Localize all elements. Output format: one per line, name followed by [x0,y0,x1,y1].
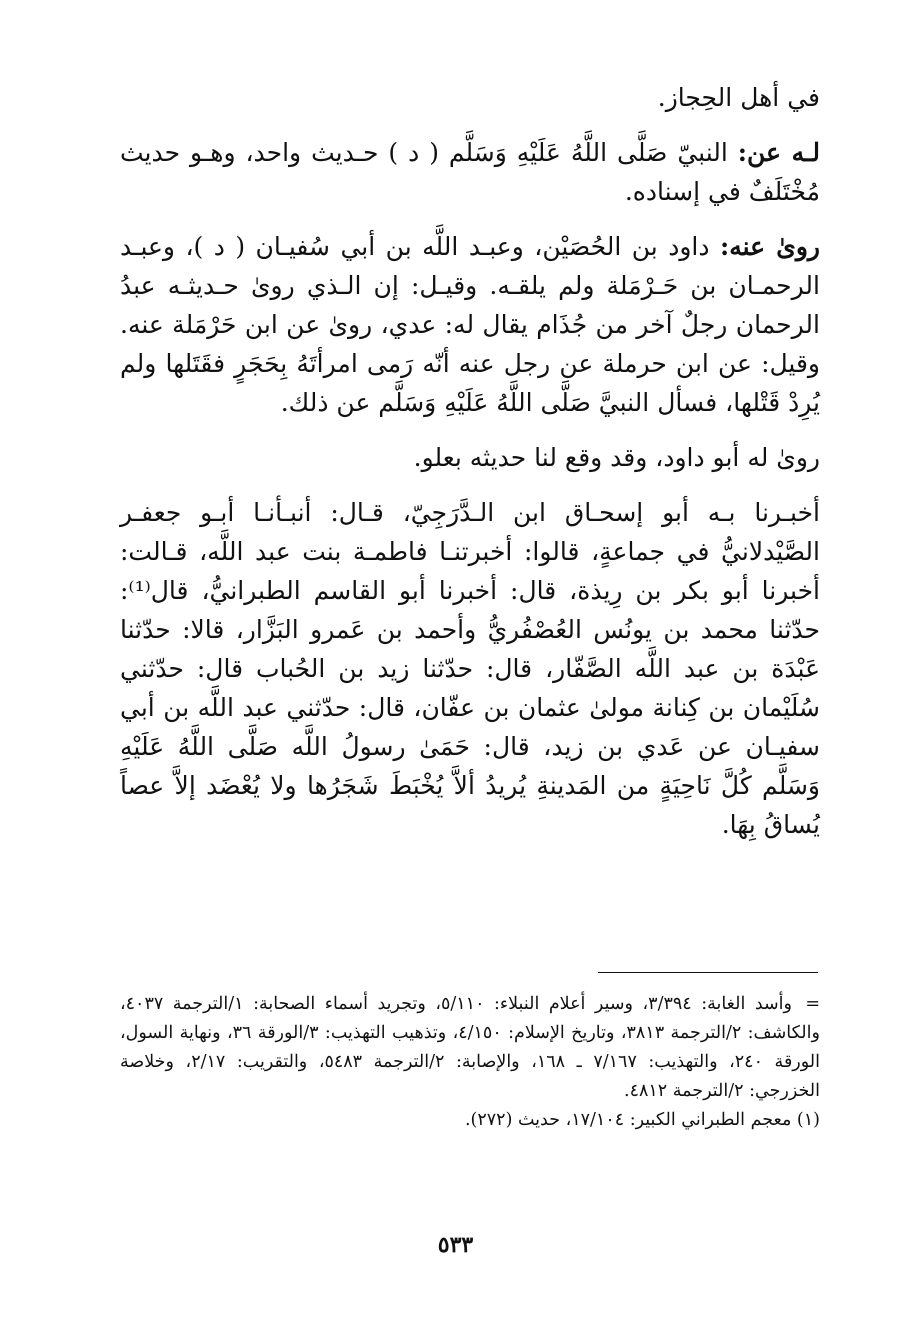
footnote-continuation [120,990,820,1106]
continuation-mark: = [805,994,820,1014]
paragraph-3 [120,227,820,422]
paragraph-2 [120,133,820,211]
paragraph-3-text: داود بن الحُصَيْن، وعبـد اللَّه بن أبي سُفيـان ( د )، وعبـد الرحمـان بن حَـرْمَلة ولم يلقـه. وقيـل: إن الـذي روىٰ حـديثـه عبدُ الرحمان رجلٌ آخر من جُذَام يقال له: عدي، روىٰ عن ابن حَرْمَلة عنه. وقيل: عن ابن حرملة عن رجل عنه أنّه رَمى امرأتَهُ بِحَجَرٍ فقَتَلها ولم يُرِدْ قَتْلها، فسأل النبيَّ صَلَّى اللَّهُ عَلَيْهِ وَسَلَّم عن ذلك. [120,232,820,417]
paragraph-4: روىٰ له أبو داود، وقد وقع لنا حديثه بعلو. [413,443,820,472]
paragraph-1: في أهل الحِجاز. [657,83,820,112]
footnotes [120,990,820,1135]
paragraph-2-lead: لـه عن: [737,138,820,167]
main-text [120,78,820,844]
footnote-1: (١) معجم الطبراني الكبير: ١٧/١٠٤، حديث (٢٧٢). [464,1110,820,1130]
footnote-separator [598,972,818,973]
footnote-continuation-text: وأسد الغابة: ٣/٣٩٤، وسير أعلام النبلاء: ٥/١١٠، وتجريد أسماء الصحابة: ١/الترجمة ٤٠٣٧، والكاشف: ٢/الترجمة ٣٨١٣، وتاريخ الإسلام: ٤/١٥٠، وتذهيب التهذيب: ٣/الورقة ٣٦، ونهاية السول، الورقة ٢٤٠، والتهذيب: ٧/١٦٧ ـ ١٦٨، والإصابة: ٢/الترجمة ٥٤٨٣، والتقريب: ٢/١٧، وخلاصة الخزرجي: ٢/الترجمة ٤٨١٢. [120,994,820,1101]
paragraph-5: أخبـرنا بـه أبو إسحـاق ابن الـدَّرَجِيّ، قـال: أنبـأنـا أبـو جعفـر الصَّيْدلانيُّ في جماعةٍ، قالوا: أخبرتنـا فاطمـة بنت عبد اللَّه، قـالت: أخبرنا أبو بكر بن رِيذة، قال: أخبرنا أبو القاسم الطبرانيُّ، قال⁽¹⁾: حدّثنا محمد بن يونُس العُصْفُريُّ وأحمد بن عَمرو البَزَّار، قالا: حدّثنا عَبْدَة بن عبد اللَّه الصَّفّار، قال: حدّثنا زيد بن الحُباب قال: حدّثني سُلَيْمان بن كِنانة مولىٰ عثمان بن عفّان، قال: حدّثني عبد اللَّه بن أبي سفيـان عن عَدي بن زيد، قال: حَمَىٰ رسولُ اللَّه صَلَّى اللَّهُ عَلَيْهِ وَسَلَّم كُلَّ نَاحِيَةٍ من المَدينةِ يُريدُ ألاَّ يُخْبَطَ شَجَرُها ولا يُعْضَد إلاَّ عصاً يُساقُ بِهَا. [120,498,820,839]
paragraph-3-lead: روىٰ عنه: [719,232,820,261]
page-number: ٥٣٣ [437,1232,474,1258]
paragraph-2-text: النبيّ صَلَّى اللَّهُ عَلَيْهِ وَسَلَّم ( د ) حـديث واحد، وهـو حديث مُخْتَلَفٌ في إسناده. [120,138,820,206]
